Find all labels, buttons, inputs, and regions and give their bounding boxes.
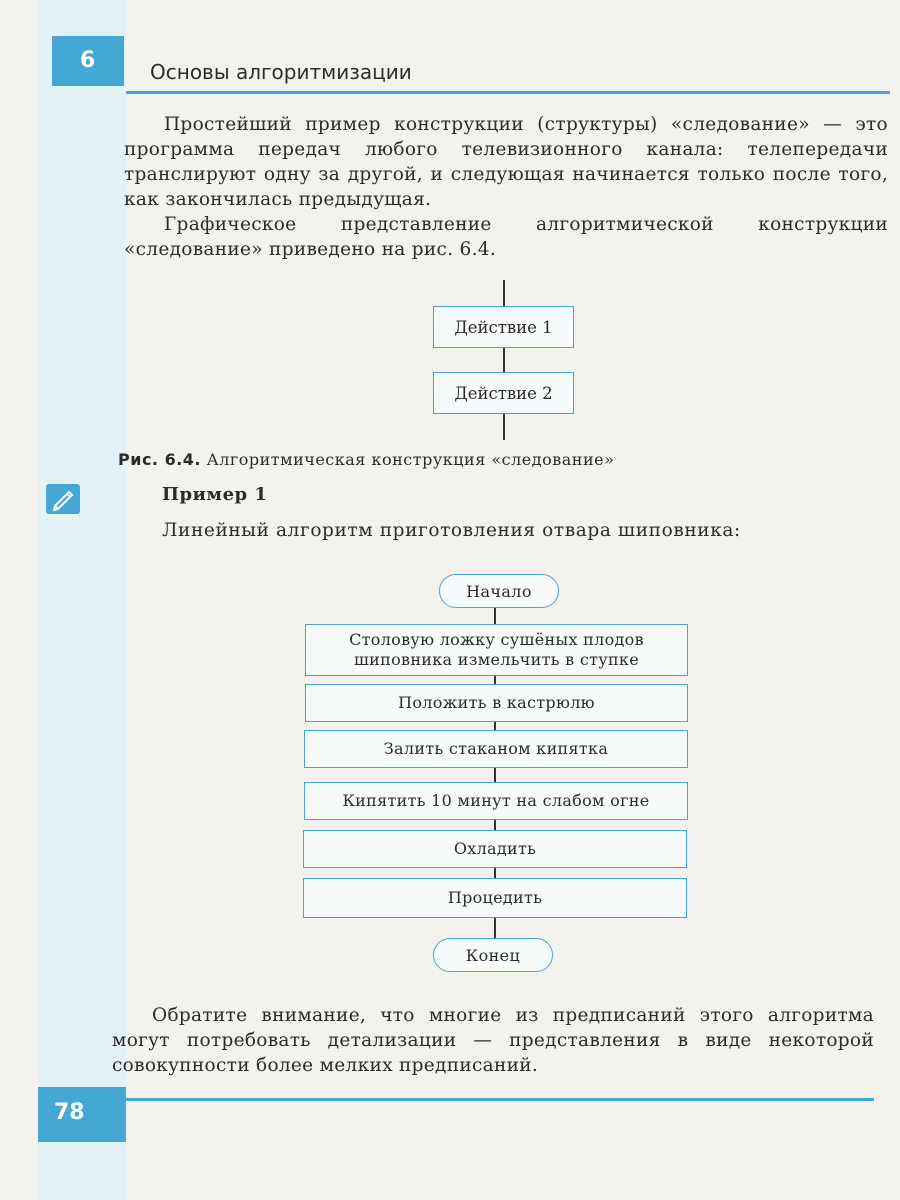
flowchart-step-label: Столовую ложку сушёных плодов шиповника измельчить в ступке bbox=[349, 630, 644, 669]
figure-caption-label: Рис. 6.4. bbox=[118, 450, 201, 469]
connector-line bbox=[494, 868, 496, 878]
action-1-box bbox=[433, 306, 574, 348]
flowchart-step-label: Охладить bbox=[453, 839, 537, 858]
header-divider bbox=[126, 91, 890, 94]
paragraph-figure-ref bbox=[124, 212, 888, 262]
connector-line bbox=[503, 348, 505, 372]
page-number: 78 bbox=[54, 1100, 85, 1125]
connector-line bbox=[494, 722, 496, 730]
pencil-icon bbox=[46, 484, 80, 514]
flowchart-start bbox=[439, 574, 559, 608]
flowchart-step bbox=[305, 624, 688, 676]
flowchart-end bbox=[433, 938, 553, 972]
figure-caption bbox=[118, 450, 614, 469]
connector-line bbox=[494, 918, 496, 938]
action-2-box bbox=[433, 372, 574, 414]
flowchart-step bbox=[303, 878, 687, 918]
connector-line bbox=[503, 414, 505, 440]
paragraph-note bbox=[112, 1003, 874, 1078]
footer-divider bbox=[126, 1098, 874, 1101]
flowchart-step bbox=[304, 782, 688, 820]
figure-caption-text: Алгоритмическая конструкция «следование» bbox=[206, 450, 615, 469]
flowchart-step bbox=[304, 730, 688, 768]
flowchart-step-label: Процедить bbox=[447, 888, 543, 907]
example-intro: Линейный алгоритм приготовления отвара шиповника: bbox=[162, 520, 741, 541]
connector-line bbox=[494, 676, 496, 684]
action-1-label: Действие 1 bbox=[454, 317, 553, 337]
connector-line bbox=[494, 768, 496, 782]
connector-line bbox=[494, 820, 496, 830]
chapter-title: Основы алгоритмизации bbox=[150, 60, 412, 84]
flowchart-step-label: Положить в кастрюлю bbox=[398, 693, 595, 712]
action-2-label: Действие 2 bbox=[454, 383, 553, 403]
paragraph-intro bbox=[124, 112, 888, 212]
flowchart-start-label: Начало bbox=[466, 581, 532, 601]
paragraph-figure-ref-text: Графическое представление алгоритмической конструкции «следование» приведено на рис. 6.4. bbox=[124, 214, 888, 260]
flowchart-step-label: Кипятить 10 минут на слабом огне bbox=[342, 791, 650, 810]
flowchart-step-label: Залить стаканом кипятка bbox=[383, 739, 609, 758]
connector-line bbox=[503, 280, 505, 306]
paragraph-intro-text: Простейший пример конструкции (структуры) «следование» — это программа передач любого телевизионного канала: телепередачи транслируют одну за другой, и следующая начинается только после того, как закончилась предыдущая. bbox=[124, 114, 888, 210]
flowchart-end-label: Конец bbox=[465, 945, 521, 965]
example-title: Пример 1 bbox=[162, 484, 268, 505]
chapter-number: 6 bbox=[80, 48, 96, 73]
flowchart-step bbox=[303, 830, 687, 868]
paragraph-note-text: Обратите внимание, что многие из предписаний этого алгоритма могут потребовать детализации — представления в виде некоторой совокупности более мелких предписаний. bbox=[112, 1005, 874, 1076]
connector-line bbox=[494, 608, 496, 624]
flowchart-step bbox=[305, 684, 688, 722]
